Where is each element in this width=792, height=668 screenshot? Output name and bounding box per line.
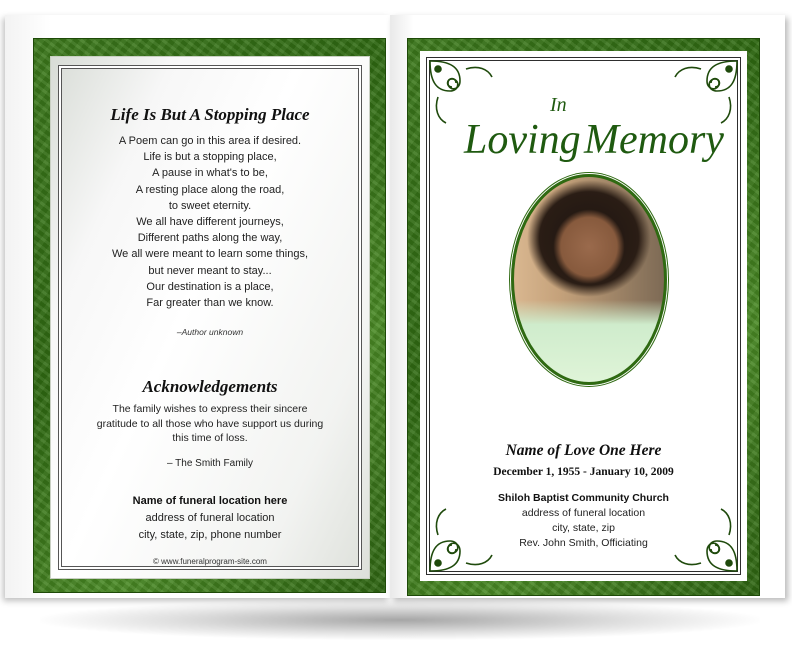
- poem-line: Different paths along the way,: [137, 232, 283, 245]
- right-inner-page: [420, 51, 747, 581]
- ack-line: gratitude to all those who have support us during: [96, 417, 324, 430]
- right-green-frame: [407, 38, 760, 596]
- left-panel: [5, 15, 390, 598]
- poem-line: A Poem can go in this area if desired.: [118, 135, 302, 147]
- ack-line: The family wishes to express their sincere: [112, 403, 308, 415]
- church-city: city, state, zip: [552, 522, 615, 534]
- officiant: Rev. John Smith, Officiating: [519, 537, 648, 549]
- ack-line: this time of loss.: [172, 432, 248, 444]
- location-address: address of funeral location: [145, 512, 275, 524]
- acknowledgements-title: Acknowledgements: [142, 377, 278, 396]
- poem-title: Life Is But A Stopping Place: [110, 105, 310, 124]
- website-credit: © www.funeralprogram-site.com: [153, 557, 267, 566]
- deceased-name: Name of Love One Here: [505, 442, 662, 459]
- poem-line: to sweet eternity.: [168, 199, 252, 212]
- heading-loving: Loving: [464, 117, 581, 163]
- in-loving-memory-heading: [420, 83, 747, 163]
- poem-line: Life is but a stopping place,: [143, 151, 277, 164]
- church-address: address of funeral location: [521, 507, 646, 519]
- acknowledgements-text: [91, 402, 329, 446]
- heading-in: In: [550, 94, 567, 116]
- heading-memory: Memory: [584, 117, 724, 163]
- acknowledgements-signature: – The Smith Family: [167, 458, 253, 469]
- poem-line: Our destination is a place,: [146, 280, 274, 293]
- poem-body: [51, 133, 369, 311]
- drop-shadow: [40, 600, 760, 640]
- left-green-frame: [33, 38, 386, 593]
- location-name: Name of funeral location here: [132, 495, 288, 507]
- left-inner-page: [50, 56, 370, 579]
- church-name: Shiloh Baptist Community Church: [498, 492, 669, 504]
- poem-line: Far greater than we know.: [146, 297, 274, 310]
- life-dates: December 1, 1955 - January 10, 2009: [493, 466, 674, 478]
- poem-line: but never meant to stay...: [148, 264, 272, 277]
- poem-line: A pause in what's to be,: [152, 167, 268, 180]
- portrait-photo: [511, 174, 667, 385]
- poem-line: We all have different journeys,: [136, 216, 284, 229]
- right-panel: [390, 15, 785, 598]
- poem-author: –Author unknown: [176, 327, 244, 337]
- poem-line: We all were meant to learn some things,: [111, 248, 309, 261]
- poem-line: A resting place along the road,: [135, 183, 285, 196]
- location-city: city, state, zip, phone number: [138, 529, 282, 541]
